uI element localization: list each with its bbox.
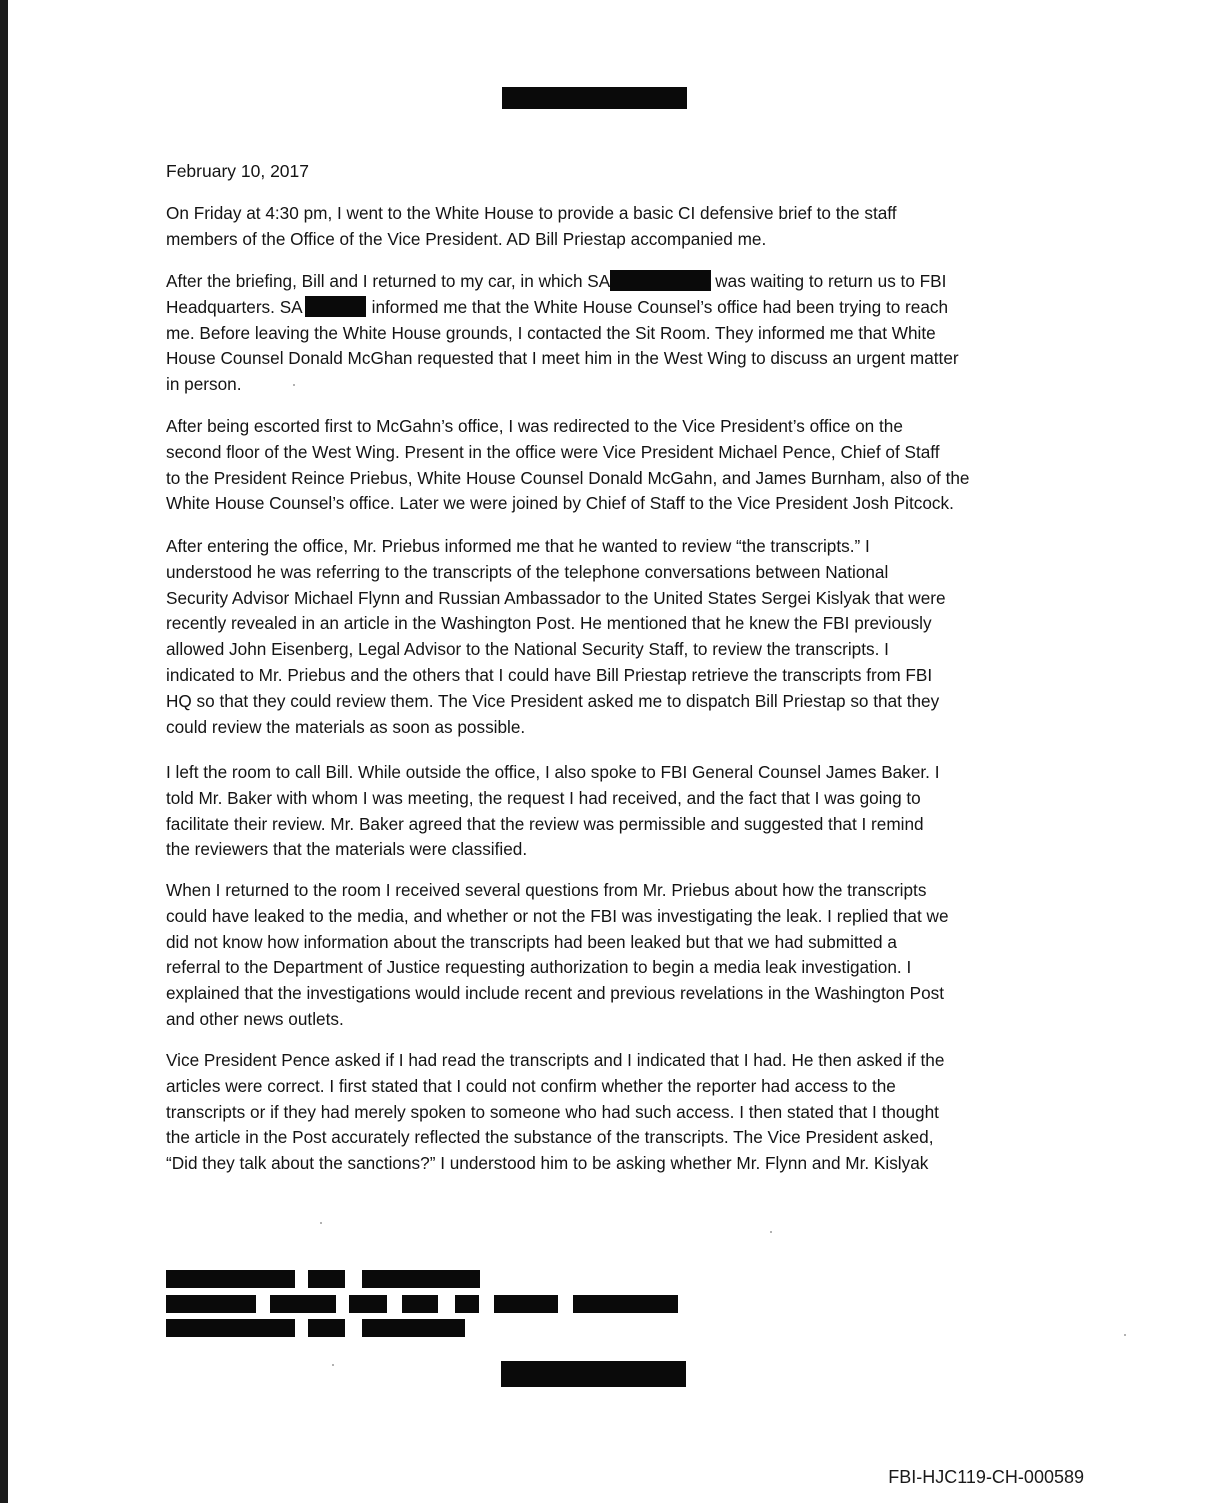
redacted-agent-name	[610, 270, 711, 291]
text-line: House Counsel Donald McGhan requested that I meet him in the West Wing to discuss an urgent matter	[166, 348, 959, 369]
scan-speck	[320, 1222, 322, 1224]
text-line: HQ so that they could review them. The Vice President asked me to dispatch Bill Priestap so that they	[166, 690, 940, 711]
text-line: could have leaked to the media, and whether or not the FBI was investigating the leak. I replied that we	[166, 905, 949, 926]
text-segment: After the briefing, Bill and I returned to my car, in which SA	[166, 271, 611, 291]
text-line: understood he was referring to the transcripts of the telephone conversations between National	[166, 561, 889, 582]
paragraph-6	[166, 878, 1036, 1033]
text-line: After entering the office, Mr. Priebus informed me that he wanted to review “the transcripts.” I	[166, 536, 870, 556]
redaction-bar	[349, 1295, 387, 1313]
paragraph-5	[166, 760, 1036, 863]
text-segment: was waiting to return us to FBI	[715, 271, 947, 291]
text-line: the article in the Post accurately reflected the substance of the transcripts. The Vice President asked,	[166, 1127, 934, 1148]
text-segment: Headquarters. SA	[166, 296, 303, 317]
text-line: allowed John Eisenberg, Legal Advisor to the National Security Staff, to review the transcripts. I	[166, 639, 889, 660]
text-line: could review the materials as soon as possible.	[166, 716, 526, 737]
text-line: to the President Reince Priebus, White House Counsel Donald McGahn, and James Burnham, also of the	[166, 467, 970, 488]
redaction-bar	[166, 1270, 295, 1288]
text-line: “Did they talk about the sanctions?” I understood him to be asking whether Mr. Flynn and Mr. Kislyak	[166, 1153, 929, 1174]
paragraph-4	[166, 534, 1036, 740]
text-line: explained that the investigations would include recent and previous revelations in the Washington Post	[166, 983, 945, 1004]
text-segment: informed me that the White House Counsel’s office had been trying to reach	[371, 296, 949, 317]
text-line	[166, 295, 1036, 321]
redaction-bar	[308, 1270, 345, 1288]
text-line: Vice President Pence asked if I had read the transcripts and I indicated that I had. He then asked if the	[166, 1050, 945, 1070]
redacted-agent-name	[305, 296, 366, 317]
text-line: Security Advisor Michael Flynn and Russian Ambassador to the United States Sergei Kislyak that were	[166, 587, 946, 608]
text-line: transcripts or if they had merely spoken to someone who had such access. I then stated that I thought	[166, 1101, 939, 1122]
paragraph-3	[166, 414, 1036, 517]
paragraph-1	[166, 201, 1036, 253]
paragraph-7	[166, 1048, 1036, 1177]
text-line: second floor of the West Wing. Present in the office were Vice President Michael Pence, Chief of Staff	[166, 441, 940, 462]
redaction-bar	[362, 1319, 465, 1337]
text-line: in person.	[166, 374, 242, 395]
redaction-bar	[308, 1319, 345, 1337]
text-line: and other news outlets.	[166, 1008, 344, 1029]
redaction-bar	[402, 1295, 438, 1313]
text-line: White House Counsel’s office. Later we were joined by Chief of Staff to the Vice President Josh Pitcock.	[166, 493, 954, 514]
text-line: When I returned to the room I received several questions from Mr. Priebus about how the transcripts	[166, 880, 927, 900]
document-date: February 10, 2017	[166, 161, 310, 181]
redaction-bar	[362, 1270, 480, 1288]
scan-speck	[1124, 1334, 1126, 1336]
text-line: members of the Office of the Vice President. AD Bill Priestap accompanied me.	[166, 228, 767, 249]
scan-speck	[332, 1364, 334, 1366]
text-line: I left the room to call Bill. While outside the office, I also spoke to FBI General Counsel James Baker. I	[166, 762, 940, 782]
text-line: articles were correct. I first stated that I could not confirm whether the reporter had access to the	[166, 1075, 896, 1096]
text-line: told Mr. Baker with whom I was meeting, the request I had received, and the fact that I was going to	[166, 787, 921, 808]
paragraph-2	[166, 269, 1036, 398]
redaction-bar	[166, 1295, 256, 1313]
redacted-classification-footer	[501, 1361, 686, 1387]
text-line: On Friday at 4:30 pm, I went to the White House to provide a basic CI defensive brief to the staff	[166, 203, 897, 223]
bates-number: FBI-HJC119-CH-000589	[888, 1467, 1084, 1487]
text-line	[166, 269, 1036, 295]
redaction-bar	[494, 1295, 558, 1313]
redaction-bar	[455, 1295, 479, 1313]
text-line: did not know how information about the transcripts had been leaked but that we had submitted a	[166, 931, 897, 952]
redacted-classification-header	[502, 87, 687, 109]
text-line: facilitate their review. Mr. Baker agreed that the review was permissible and suggested that I remind	[166, 813, 924, 834]
text-line: referral to the Department of Justice requesting authorization to begin a media leak investigation. I	[166, 957, 912, 978]
redaction-bar	[270, 1295, 336, 1313]
text-line: indicated to Mr. Priebus and the others that I could have Bill Priestap retrieve the transcripts from FBI	[166, 664, 933, 685]
text-line: me. Before leaving the White House grounds, I contacted the Sit Room. They informed me that White	[166, 322, 936, 343]
scan-border	[0, 0, 8, 1503]
redaction-bar	[166, 1319, 295, 1337]
text-line: recently revealed in an article in the Washington Post. He mentioned that he knew the FBI previously	[166, 613, 932, 634]
redaction-bar	[573, 1295, 678, 1313]
scan-speck	[293, 384, 295, 386]
text-line: After being escorted first to McGahn’s office, I was redirected to the Vice President’s office on the	[166, 416, 903, 436]
text-line: the reviewers that the materials were classified.	[166, 839, 528, 860]
scan-speck	[770, 1231, 772, 1233]
